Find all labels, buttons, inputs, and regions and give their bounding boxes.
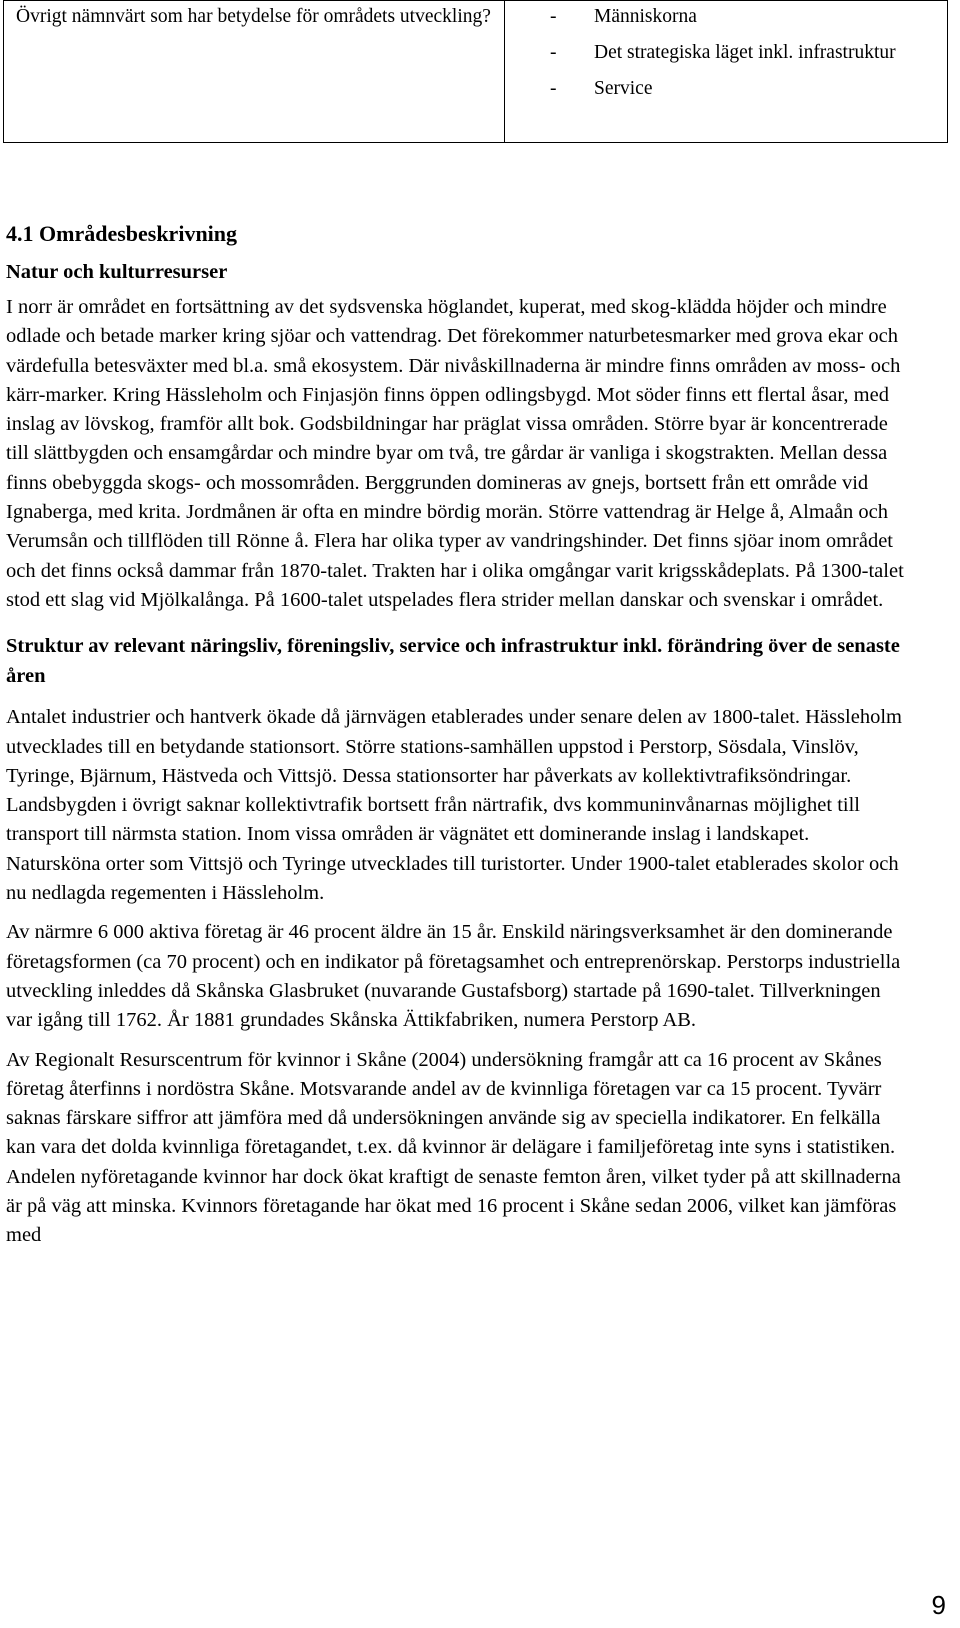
question-table — [3, 0, 948, 143]
subheading-struktur: Struktur av relevant näringsliv, föreningsliv, service och infrastruktur inkl. förändring över de senaste åren — [6, 635, 900, 688]
answer-item: - Det strategiska läget inkl. infrastruktur — [550, 41, 947, 65]
paragraph: I norr är området en fortsättning av det sydsvenska höglandet, kuperat, med skog-klädda höjder och mindre odlade och betade marker kring sjöar och vattendrag. Det förekommer naturbetesmarker med grova ekar och värdefulla betesväxter med bl.a. små ekosystem. Där nivåskillnaderna är mindre finns områden av moss- och kärr-marker. Kring Hässleholm och Finjasjön finns öppen odlingsbygd. Mot söder finns ett flertal åsar, med inslag av lövskog, framför allt bok. Godsbildningar har präglat vissa områden. Större byar är koncentrerade till slättbygden och ensamgårdar och mindre byar om två, tre gårdar är vanliga i skogstrakten. Mellan dessa finns obebyggda skogs- och mossområden. Berggrunden domineras av gnejs, bortsett från ett område vid Ignaberga, med krita. Jordmånen är ofta en mindre bördig morän. Större vattendrag är Helge å, Almaån och Verumsån och tillflöden till Rönne å. Flera har olika typer av vandringshinder. Det finns sjöar inom området och det finns också dammar från 1870-talet. Trakten har i olika omgångar varit krigsskådeplats. På 1300-talet stod ett slag vid Mjölkalånga. På 1600-talet utspelades flera strider mellan danskar och svenskar i området. — [6, 296, 904, 611]
paragraph: Av närmre 6 000 aktiva företag är 46 procent äldre än 15 år. Enskild näringsverksamhet är den dominerande företagsformen (ca 70 procent) och en indikator på företagsamhet och entreprenörskap. Perstorps industriella utveckling inleddes då Skånska Glasbruket (nuvarande Gustafsborg) startade på 1690-talet. Tillverkningen var igång till 1762. År 1881 grundades Skånska Ättikfabriken, numera Perstorp AB. — [6, 921, 901, 1032]
question-cell — [4, 1, 505, 143]
answer-item: - Service — [550, 77, 947, 101]
document-body — [6, 221, 906, 1261]
table-row — [4, 1, 948, 143]
paragraph: Antalet industrier och hantverk ökade då järnvägen etablerades under senare delen av 1800-talet. Hässleholm utvecklades till en betydande stationsort. Större stations-samhällen uppstod i Perstorp, Sösdala, Vinslöv, Tyringe, Bjärnum, Hästveda och Vittsjö. Dessa stationsorter har påverkats av kollektivtrafiksöndringar. Landsbygden i övrigt saknar kollektivtrafik bortsett från närtrafik, dvs kommuninvånarnas möjlighet till transport till närmsta station. Inom vissa områden är vägnätet ett dominerande inslag i landskapet. Natursköna orter som Vittsjö och Tyringe utvecklades till turistorter. Under 1900-talet etablerades skolor och nu nedlagda regementen i Hässleholm. — [6, 706, 902, 905]
subheading-natur: Natur och kulturresurser — [6, 261, 228, 283]
page-number: 9 — [931, 1590, 946, 1620]
section-heading: 4.1 Områdesbeskrivning — [6, 221, 238, 246]
paragraph: Av Regionalt Resurscentrum för kvinnor i Skåne (2004) undersökning framgår att ca 16 procent av Skånes företag återfinns i nordöstra Skåne. Motsvarande andel av de kvinnliga företagen var ca 15 procent. Tyvärr saknas färskare siffror att jämföra med då undersökningen använde sig av speciella indikatorer. En felkälla kan vara det dolda kvinnliga företagandet, t.ex. då kvinnor är delägare i familjeföretag inte syns i statistiken. Andelen nyföretagande kvinnor har dock ökat kraftigt de senaste femton åren, vilket tyder på att skillnaderna är på väg att minska. Kvinnors företagande har ökat med 16 procent i Skåne sedan 2006, vilket kan jämföras med — [6, 1048, 901, 1247]
answer-cell — [505, 1, 948, 143]
answer-item: - Människorna — [550, 5, 947, 29]
question-text: Övrigt nämnvärt som har betydelse för områdets utveckling? — [16, 6, 491, 27]
